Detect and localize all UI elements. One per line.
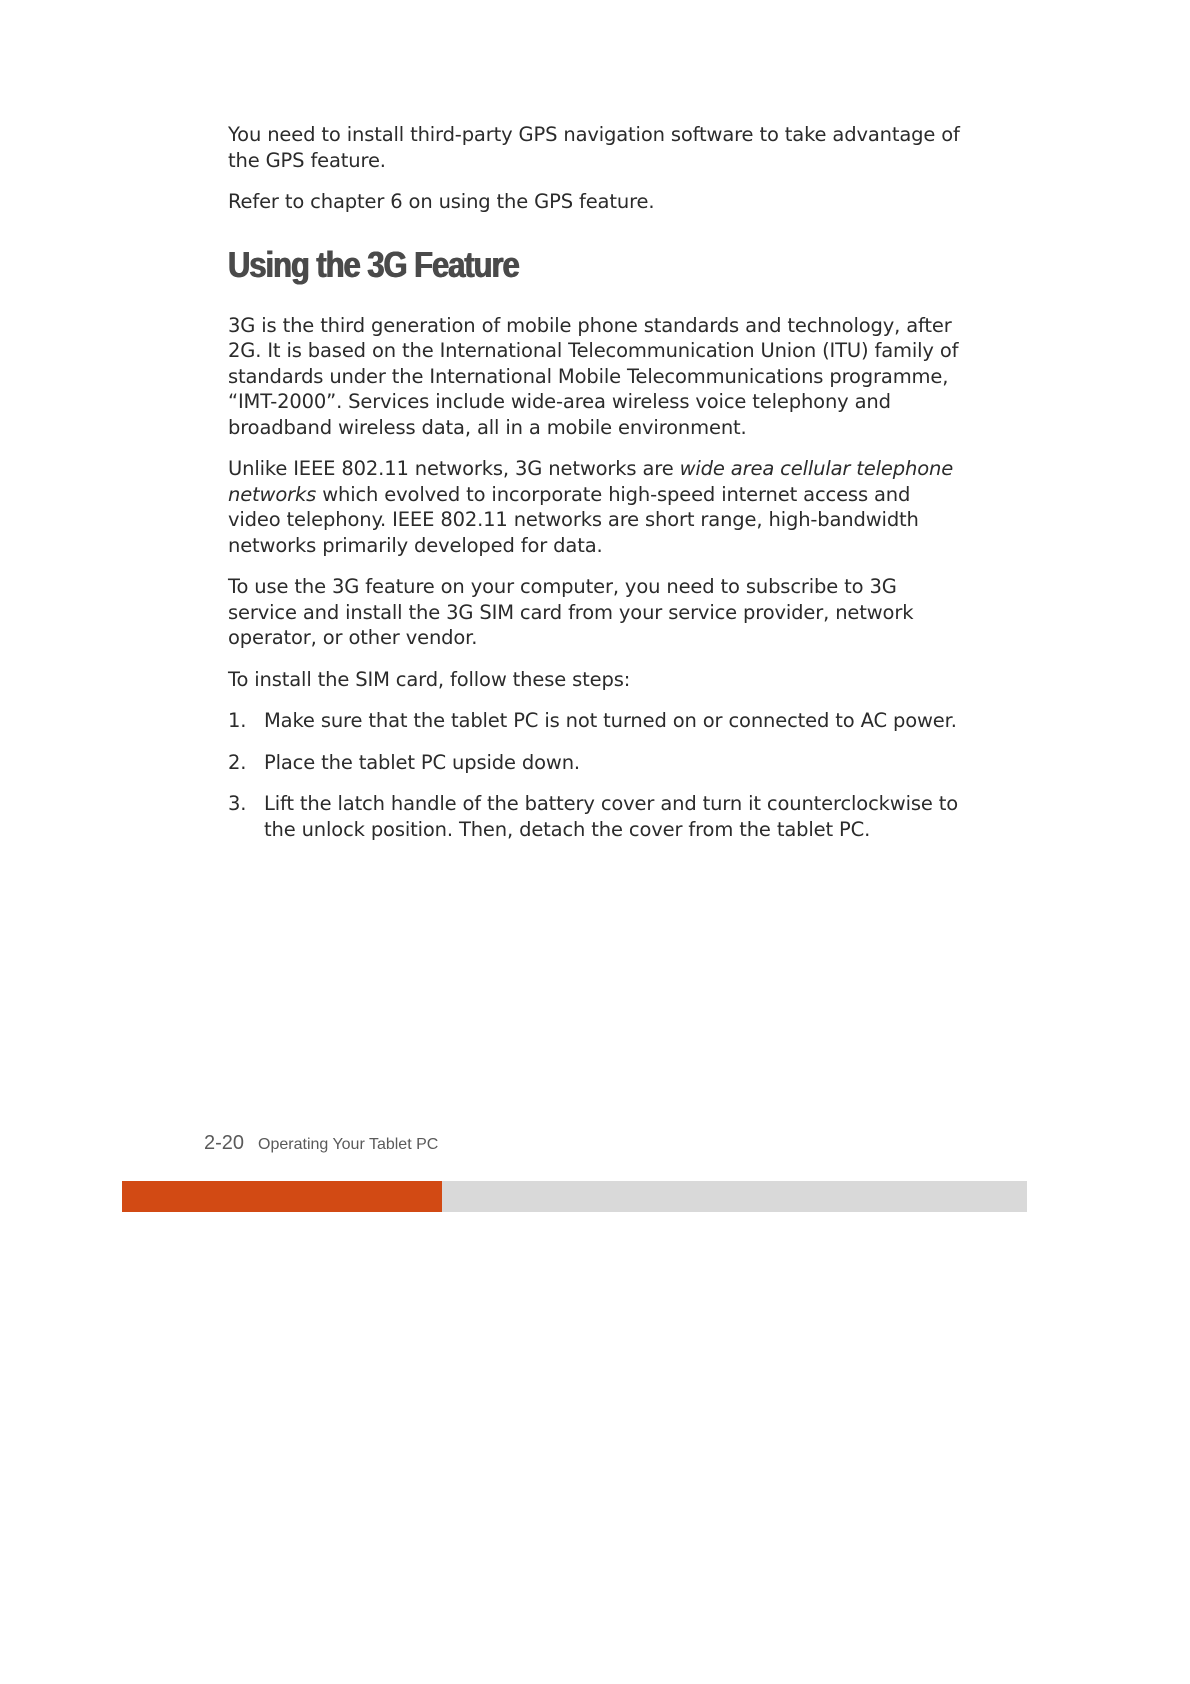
list-item: [228, 708, 968, 734]
chapter-title: Operating Your Tablet PC: [258, 1136, 439, 1153]
step-text: Place the tablet PC upside down.: [264, 750, 580, 774]
list-item: [228, 750, 968, 776]
paragraph-3g-vs-wifi-end: which evolved to incorporate high-speed internet access and video telephony. IEEE 802.11 networks are short range, high-bandwidth networks primarily developed for data.: [228, 482, 919, 557]
step-number: 1.: [228, 709, 247, 732]
step-number: 3.: [228, 792, 247, 815]
footer-progress-fill: [122, 1181, 442, 1212]
paragraph-3g-intro: 3G is the third generation of mobile phone standards and technology, after 2G. It is based on the International Telecommunication Union (ITU) family of standards under the International Mobile Telecommunications programme, “IMT-2000”. Services include wide-area wireless voice telephony and broadband wireless data, all in a mobile environment.: [228, 313, 959, 439]
footer-progress-bar: [122, 1181, 1027, 1212]
step-text: Lift the latch handle of the battery cover and turn it counterclockwise to the unlock position. Then, detach the cover from the tablet PC.: [264, 792, 959, 841]
paragraph-3g-vs-wifi: [228, 456, 968, 558]
paragraph-sim-steps-intro: To install the SIM card, follow these steps:: [228, 667, 631, 691]
paragraph-3g-subscribe: To use the 3G feature on your computer, you need to subscribe to 3G service and install the 3G SIM card from your service provider, network operator, or other vendor.: [228, 575, 914, 649]
step-number: 2.: [228, 750, 247, 774]
paragraph-gps-reference: Refer to chapter 6 on using the GPS feature.: [228, 190, 655, 213]
page-number: 2-20: [204, 1132, 245, 1154]
step-text: Make sure that the tablet PC is not turned on or connected to AC power.: [264, 709, 957, 732]
paragraph-3g-vs-wifi-emphasis: wide area cellular telephone networks: [228, 457, 954, 506]
section-heading: Using the 3G Feature: [228, 243, 519, 285]
paragraph-gps-software: You need to install third-party GPS navigation software to take advantage of the GPS feature.: [228, 123, 960, 172]
list-item: [228, 791, 968, 842]
page-footer: [204, 1132, 438, 1155]
sim-install-steps: [228, 708, 968, 842]
paragraph-3g-vs-wifi-start: Unlike IEEE 802.11 networks, 3G networks are: [228, 457, 680, 480]
document-body: [228, 122, 968, 858]
